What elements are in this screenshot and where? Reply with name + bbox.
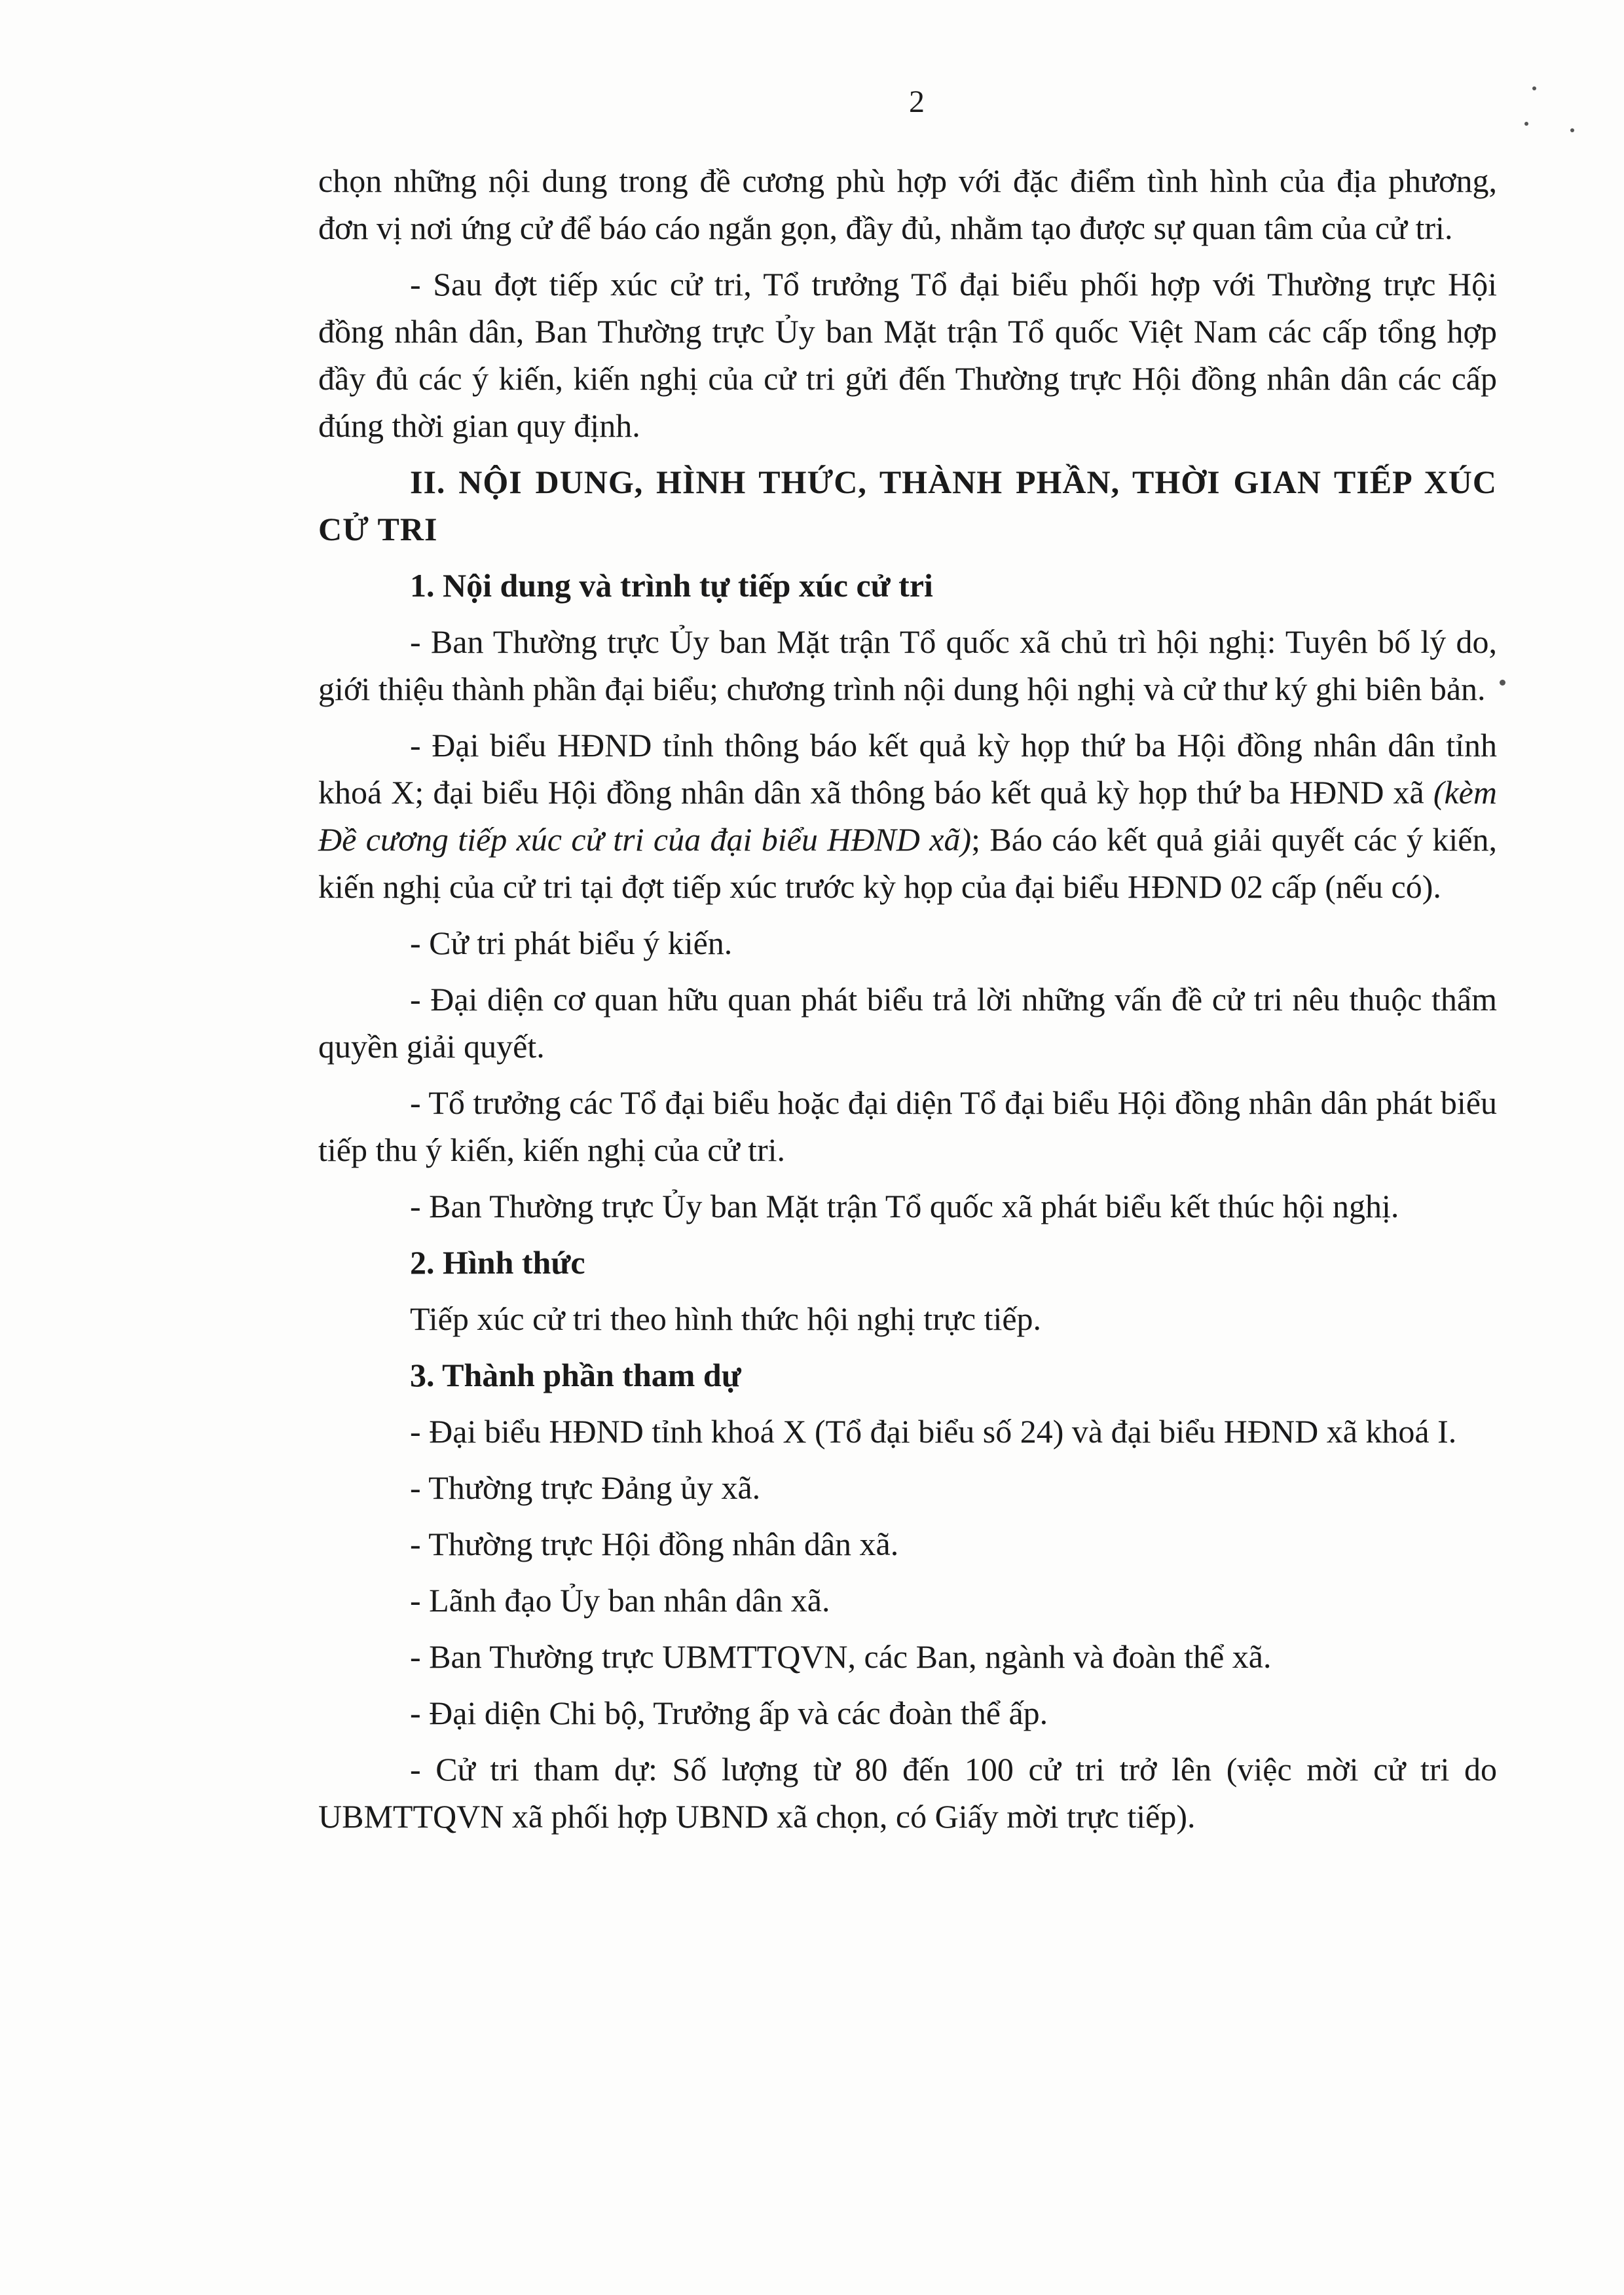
paragraph: - Sau đợt tiếp xúc cử tri, Tổ trưởng Tổ đại biểu phối hợp với Thường trực Hội đồng nhân dân, Ban Thường trực Ủy ban Mặt trận Tổ quốc Việt Nam các cấp tổng hợp đầy đủ các ý kiến, kiến nghị của cử tri gửi đến Thường trực Hội đồng nhân dân các cấp đúng thời gian quy định. — [318, 266, 1497, 444]
paragraph: - Ban Thường trực Ủy ban Mặt trận Tổ quốc xã phát biểu kết thúc hội nghị. — [410, 1188, 1399, 1224]
paragraph: - Cử tri tham dự: Số lượng từ 80 đến 100 cử tri trở lên (việc mời cử tri do UBMTTQVN xã phối hợp UBND xã chọn, có Giấy mời trực tiếp). — [318, 1751, 1497, 1835]
scan-speck — [1532, 86, 1536, 90]
paragraph: - Lãnh đạo Ủy ban nhân dân xã. — [410, 1582, 830, 1619]
subsection-heading: 2. Hình thức — [410, 1244, 585, 1281]
subsection-heading: 3. Thành phần tham dự — [410, 1357, 741, 1393]
paragraph: chọn những nội dung trong đề cương phù hợp với đặc điểm tình hình của địa phương, đơn vị nơi ứng cử để báo cáo ngắn gọn, đầy đủ, nhằm tạo được sự quan tâm của cử tri. — [318, 162, 1497, 246]
paragraph-italic-note: (kèm Đề cương tiếp xúc cử tri của đại biểu HĐND xã) — [318, 774, 1497, 858]
scan-speck — [1524, 122, 1528, 126]
paragraph: Tiếp xúc cử tri theo hình thức hội nghị trực tiếp. — [410, 1300, 1042, 1337]
paragraph-text: - Đại biểu HĐND tỉnh thông báo kết quả kỳ họp thứ ba Hội đồng nhân dân tỉnh khoá X; đại biểu Hội đồng nhân dân xã thông báo kết quả kỳ họp thứ ba HĐND xã — [318, 727, 1497, 811]
paragraph: - Thường trực Hội đồng nhân dân xã. — [410, 1526, 899, 1562]
paragraph: - Đại biểu HĐND tỉnh khoá X (Tổ đại biểu số 24) và đại biểu HĐND xã khoá I. — [410, 1413, 1457, 1450]
document-body — [318, 157, 1497, 1849]
paragraph: - Thường trực Đảng ủy xã. — [410, 1469, 761, 1506]
page-number: 2 — [909, 84, 925, 119]
scan-speck — [1500, 680, 1505, 686]
paragraph: - Đại diện cơ quan hữu quan phát biểu trả lời những vấn đề cử tri nêu thuộc thẩm quyền giải quyết. — [318, 981, 1497, 1065]
paragraph: - Ban Thường trực Ủy ban Mặt trận Tổ quốc xã chủ trì hội nghị: Tuyên bố lý do, giới thiệu thành phần đại biểu; chương trình nội dung hội nghị và cử thư ký ghi biên bản. — [318, 623, 1497, 707]
paragraph: - Tổ trưởng các Tổ đại biểu hoặc đại diện Tổ đại biểu Hội đồng nhân dân phát biểu tiếp thu ý kiến, kiến nghị của cử tri. — [318, 1084, 1497, 1168]
paragraph-text: ; Báo cáo kết quả giải quyết các ý kiến, kiến nghị của cử tri tại đợt tiếp xúc trước kỳ họp của đại biểu HĐND 02 cấp (nếu có). — [318, 821, 1497, 905]
paragraph: - Đại diện Chi bộ, Trưởng ấp và các đoàn thể ấp. — [410, 1695, 1048, 1731]
subsection-heading: 1. Nội dung và trình tự tiếp xúc cử tri — [410, 567, 933, 604]
paragraph: - Ban Thường trực UBMTTQVN, các Ban, ngành và đoàn thể xã. — [410, 1638, 1272, 1675]
section-heading: II. NỘI DUNG, HÌNH THỨC, THÀNH PHẦN, THỜI GIAN TIẾP XÚC CỬ TRI — [318, 464, 1497, 547]
paragraph — [318, 722, 1497, 910]
scan-speck — [1570, 128, 1574, 132]
paragraph: - Cử tri phát biểu ý kiến. — [410, 925, 733, 961]
